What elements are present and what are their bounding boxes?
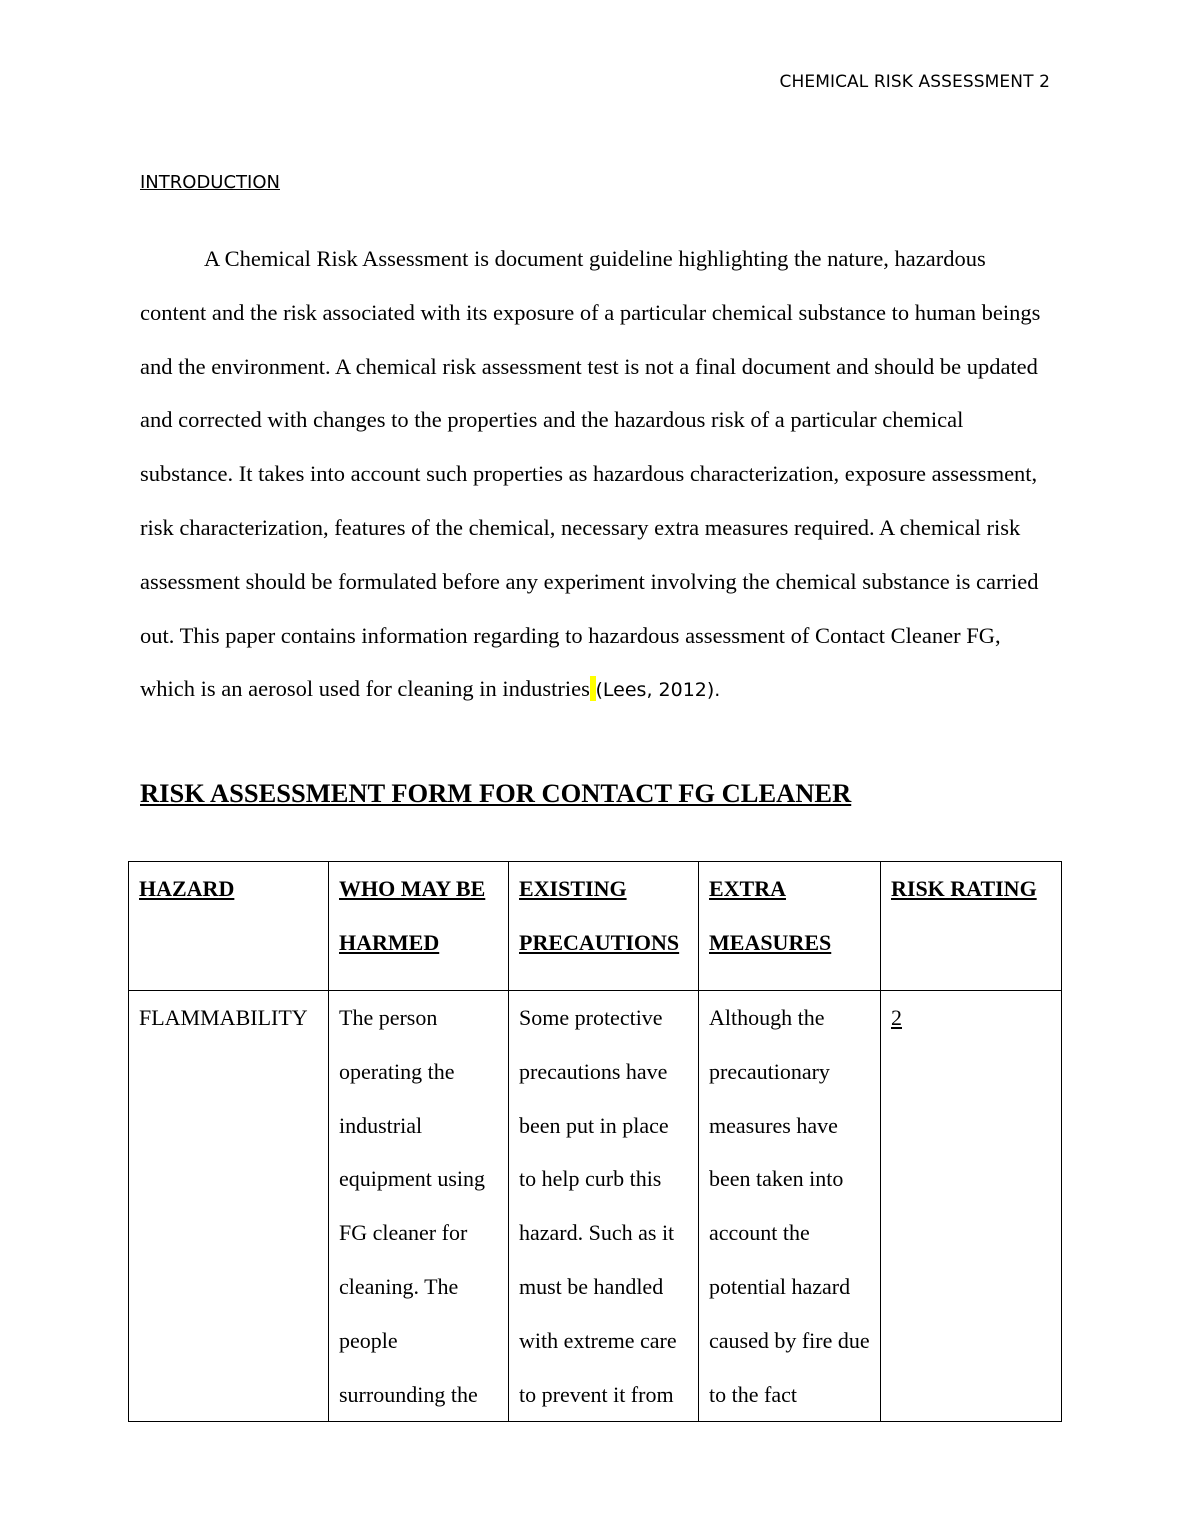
- risk-assessment-table: [128, 861, 1062, 1422]
- cell-hazard: FLAMMABILITY: [129, 991, 329, 1422]
- cell-who-may-be-harmed: The person operating the industrial equipment using FG cleaner for cleaning. The people surrounding the: [329, 991, 509, 1422]
- citation: (Lees, 2012).: [595, 679, 721, 702]
- column-header-extra-measures: EXTRA MEASURES: [699, 862, 881, 991]
- column-header-hazard: HAZARD: [129, 862, 329, 991]
- table-header-row: [129, 862, 1062, 991]
- column-header-who-may-be-harmed: WHO MAY BE HARMED: [329, 862, 509, 991]
- cell-existing-precautions: Some protective precautions have been put in place to help curb this hazard. Such as it must be handled with extreme care to prevent it from: [509, 991, 699, 1422]
- table-row: [129, 991, 1062, 1422]
- running-head: CHEMICAL RISK ASSESSMENT 2: [779, 72, 1050, 92]
- column-header-risk-rating: RISK RATING: [881, 862, 1062, 991]
- column-header-existing-precautions: EXISTING PRECAUTIONS: [509, 862, 699, 991]
- cell-risk-rating: [881, 991, 1062, 1422]
- cell-extra-measures: Although the precautionary measures have been taken into account the potential hazard caused by fire due to the fact: [699, 991, 881, 1422]
- risk-rating-value: 2: [891, 1005, 902, 1030]
- introduction-paragraph: [140, 232, 1055, 718]
- form-title: RISK ASSESSMENT FORM FOR CONTACT FG CLEANER: [140, 778, 852, 808]
- introduction-paragraph-text: A Chemical Risk Assessment is document guideline highlighting the nature, hazardous content and the risk associated with its exposure of a particular chemical substance to human beings and the environment. A chemical risk assessment test is not a final document and should be updated and corrected with changes to the properties and the hazardous risk of a particular chemical substance. It takes into account such properties as hazardous characterization, exposure assessment, risk characterization, features of the chemical, necessary extra measures required. A chemical risk assessment should be formulated before any experiment involving the chemical substance is carried out. This paper contains information regarding to hazardous assessment of Contact Cleaner FG, which is an aerosol used for cleaning in industries: [140, 246, 1041, 702]
- introduction-body: [140, 232, 1055, 718]
- introduction-heading: INTRODUCTION: [140, 172, 280, 193]
